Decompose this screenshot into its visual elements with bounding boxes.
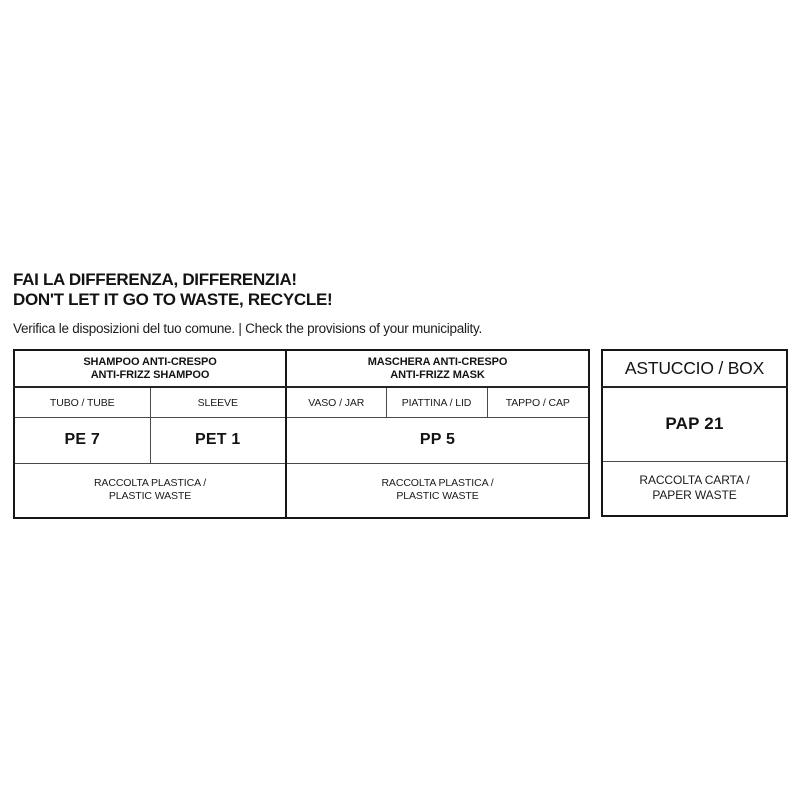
material-code-row — [14, 417, 589, 463]
box-header-row — [602, 350, 787, 387]
product-name-it: MASCHERA ANTI-CRESPO — [367, 355, 508, 368]
box-header-cell — [602, 350, 787, 387]
product-name-en: ANTI-FRIZZ SHAMPOO — [90, 368, 210, 381]
waste-line2: PLASTIC WASTE — [108, 490, 192, 503]
component-label: VASO / JAR — [308, 397, 365, 410]
waste-stream-shampoo — [14, 463, 286, 518]
product-name-en: ANTI-FRIZZ MASK — [390, 368, 485, 381]
waste-line1: RACCOLTA PLASTICA / — [93, 477, 207, 490]
waste-stream-box — [602, 461, 787, 516]
component-label: TAPPO / CAP — [505, 397, 570, 410]
component-lid — [386, 387, 487, 417]
recycling-table — [13, 349, 590, 519]
product-name-it: SHAMPOO ANTI-CRESPO — [83, 355, 217, 368]
material-code: PP 5 — [419, 431, 456, 448]
component-label: PIATTINA / LID — [401, 397, 472, 410]
municipality-note: Verifica le disposizioni del tuo comune. | Check the provisions of your municipality. — [13, 321, 482, 336]
material-code: PET 1 — [195, 431, 241, 448]
headline-line2: DON'T LET IT GO TO WASTE, RECYCLE! — [13, 290, 333, 309]
box-waste-row — [602, 461, 787, 516]
material-code: PE 7 — [64, 431, 100, 448]
box-code-cell — [602, 387, 787, 461]
component-label: SLEEVE — [197, 397, 238, 410]
component-cap — [487, 387, 589, 417]
material-code-sleeve — [150, 417, 286, 463]
material-code-mask — [286, 417, 589, 463]
material-code-tube — [14, 417, 150, 463]
component-header-row — [14, 387, 589, 417]
waste-stream-row — [14, 463, 589, 518]
waste-line1: RACCOLTA PLASTICA / — [381, 477, 494, 490]
component-sleeve — [150, 387, 286, 417]
component-label: TUBO / TUBE — [49, 397, 115, 410]
headline-line1: FAI LA DIFFERENZA, DIFFERENZIA! — [13, 270, 297, 289]
box-code-row — [602, 387, 787, 461]
box-title: ASTUCCIO / BOX — [624, 358, 765, 378]
waste-stream-mask — [286, 463, 589, 518]
product-header-mask — [286, 350, 589, 387]
waste-line2: PAPER WASTE — [652, 488, 737, 503]
waste-line1: RACCOLTA CARTA / — [639, 473, 750, 488]
product-header-shampoo — [14, 350, 286, 387]
component-tube — [14, 387, 150, 417]
product-header-row — [14, 350, 589, 387]
component-jar — [286, 387, 386, 417]
material-code-box: PAP 21 — [665, 414, 724, 434]
carton-box-table — [601, 349, 788, 517]
waste-line2: PLASTIC WASTE — [396, 490, 479, 503]
intro-block — [13, 270, 573, 337]
